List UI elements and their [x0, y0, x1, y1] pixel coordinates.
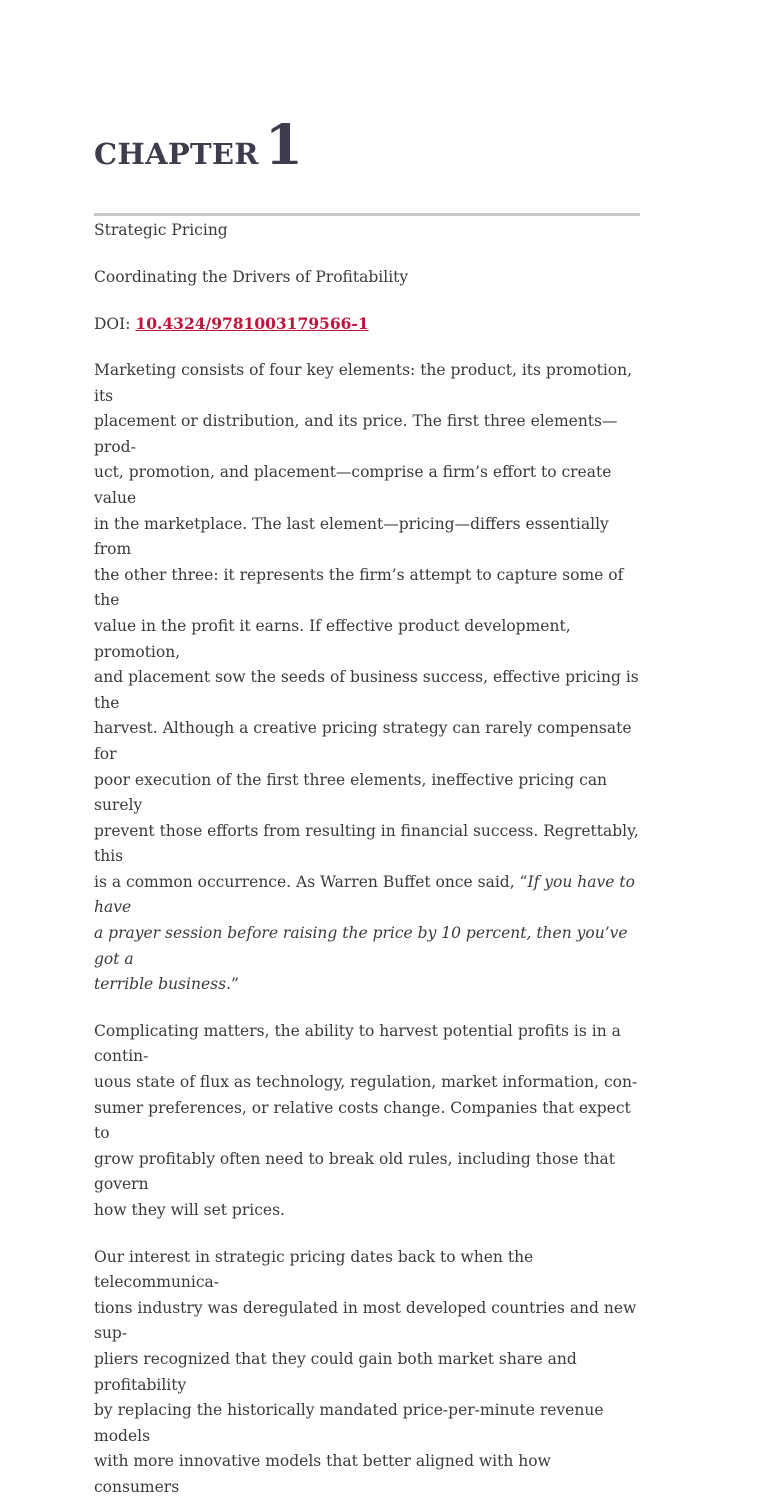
p1-end: .” — [226, 975, 239, 994]
buffet-quote-part-1: If you have to have — [94, 872, 635, 917]
divider — [94, 213, 640, 216]
paragraph-2 — [94, 1019, 640, 1224]
p3-line-2: tions industry was deregulated in most developed countries and new sup- — [94, 1298, 637, 1343]
doi-line — [94, 311, 640, 337]
p2-line-5: how they will set prices. — [94, 1201, 285, 1219]
p1-line-9: poor execution of the first three elements, ineffective pricing can surely — [94, 770, 608, 815]
p1-line-4: in the marketplace. The last element—pricing—differs essentially from — [94, 514, 609, 559]
chapter-heading — [94, 112, 640, 180]
p2-line-1: Complicating matters, the ability to harvest potential profits is in a contin- — [94, 1021, 621, 1066]
p2-line-4: grow profitably often need to break old rules, including those that govern — [94, 1149, 616, 1194]
p1-line-1: Marketing consists of four key elements: the product, its promotion, its — [94, 361, 633, 405]
paragraph-3 — [94, 1245, 640, 1501]
doi-link[interactable]: 10.4324/9781003179566-1 — [135, 314, 369, 333]
p1-line-10: prevent those efforts from resulting in financial success. Regrettably, this — [94, 821, 639, 866]
p1-line-3: uct, promotion, and placement—comprise a firm’s effort to create value — [94, 463, 612, 507]
paragraph-1 — [94, 358, 640, 998]
p1-line-5: the other three: it represents the firm’s attempt to capture some of the — [94, 565, 624, 610]
p1-line-2: placement or distribution, and its price. The first three elements—prod- — [94, 412, 618, 456]
p1-line-7: and placement sow the seeds of business success, effective pricing is the — [94, 668, 639, 712]
chapter-content — [94, 112, 640, 1501]
p3-line-5: with more innovative models that better aligned with how consumers — [94, 1452, 551, 1496]
chapter-number: 1 — [264, 112, 303, 177]
p3-line-3: pliers recognized that they could gain both market share and profitability — [94, 1349, 577, 1394]
buffet-quote-part-2: a prayer session before raising the price by 10 percent, then you’ve got a — [94, 924, 628, 968]
p1-line-11-start: is a common occurrence. As Warren Buffet once said, “ — [94, 872, 528, 891]
doi-label: DOI: — [94, 315, 136, 333]
p1-line-6: value in the profit it earns. If effective product development, promotion, — [94, 616, 571, 661]
p3-line-4: by replacing the historically mandated price-per-minute revenue models — [94, 1401, 604, 1445]
p2-line-3: sumer preferences, or relative costs change. Companies that expect to — [94, 1098, 631, 1143]
p3-line-1: Our interest in strategic pricing dates back to when the telecommunica- — [94, 1247, 534, 1292]
book-title: Strategic Pricing — [94, 221, 228, 239]
buffet-quote-part-3: terrible business — [94, 975, 227, 994]
p1-line-8: harvest. Although a creative pricing strategy can rarely compensate for — [94, 719, 632, 763]
chapter-label: CHAPTER — [94, 137, 259, 171]
book-subtitle: Coordinating the Drivers of Profitability — [94, 268, 409, 286]
p2-line-2: uous state of flux as technology, regulation, market information, con- — [94, 1073, 638, 1092]
